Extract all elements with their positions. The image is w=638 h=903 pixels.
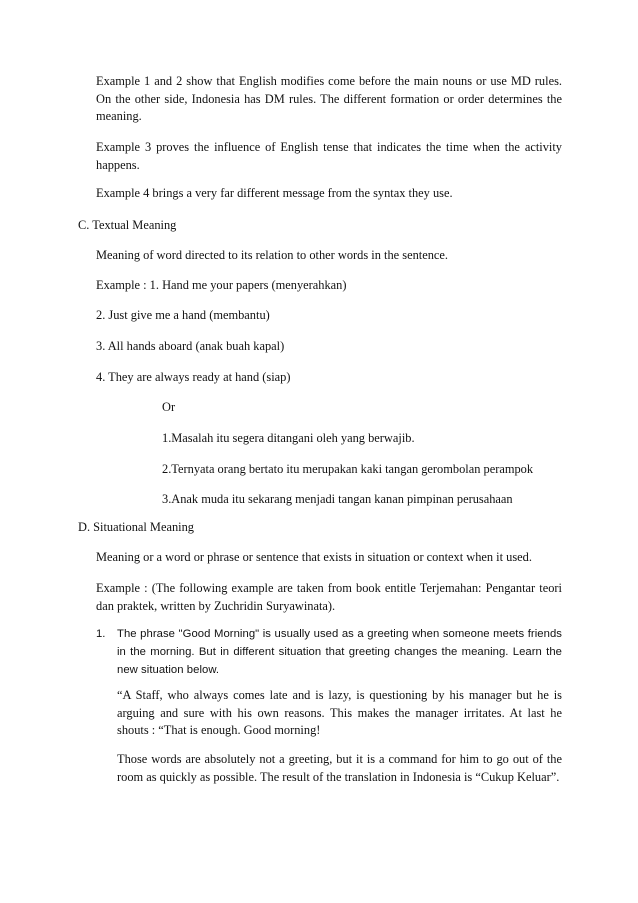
situational-example-intro: Example : (The following example are taken from book entitle Terjemahan: Pengantar teori dan praktek, written by Zuchridin Suryawinata).: [96, 581, 562, 613]
or-label: Or: [162, 400, 176, 414]
list-number: 1.: [96, 628, 106, 640]
textual-example-3: 3. All hands aboard (anak buah kapal): [96, 339, 285, 353]
textual-example-1: Example : 1. Hand me your papers (menyerahkan): [96, 278, 347, 292]
heading-situational-meaning: D. Situational Meaning: [78, 520, 194, 534]
situational-meaning-definition: Meaning or a word or phrase or sentence that exists in situation or context when it used.: [96, 550, 532, 564]
indonesian-example-1: 1.Masalah itu segera ditangani oleh yang berwajib.: [162, 431, 415, 445]
indonesian-example-3: 3.Anak muda itu sekarang menjadi tangan kanan pimpinan perusahaan: [162, 492, 513, 506]
paragraph-example-4: Example 4 brings a very far different message from the syntax they use.: [96, 186, 453, 200]
list-item-good-morning: The phrase "Good Morning" is usually used as a greeting when someone meets friends in the morning. But in different situation that greeting changes the meaning. Learn the new situation below.: [117, 628, 562, 676]
textual-example-4: 4. They are always ready at hand (siap): [96, 370, 291, 384]
textual-meaning-definition: Meaning of word directed to its relation to other words in the sentence.: [96, 248, 449, 262]
conclusion-paragraph: Those words are absolutely not a greeting, but it is a command for him to go out of the room as quickly as possible. The result of the translation in Indonesia is “Cukup Keluar”.: [117, 752, 562, 784]
heading-textual-meaning: C. Textual Meaning: [78, 218, 177, 232]
quote-staff-story: “A Staff, who always comes late and is lazy, is questioning by his manager but he is arguing and sure with his own reasons. This makes the manager irritates. At last he shouts : “That is enough. Good morning!: [117, 688, 562, 737]
textual-example-2: 2. Just give me a hand (membantu): [96, 308, 270, 322]
paragraph-example-3: Example 3 proves the influence of English tense that indicates the time when the activity happens.: [96, 140, 562, 172]
paragraph-examples-1-2: Example 1 and 2 show that English modifies come before the main nouns or use MD rules. On the other side, Indonesia has DM rules. The different formation or order determines the meaning.: [96, 74, 562, 123]
indonesian-example-2: 2.Ternyata orang bertato itu merupakan kaki tangan gerombolan perampok: [162, 462, 534, 476]
